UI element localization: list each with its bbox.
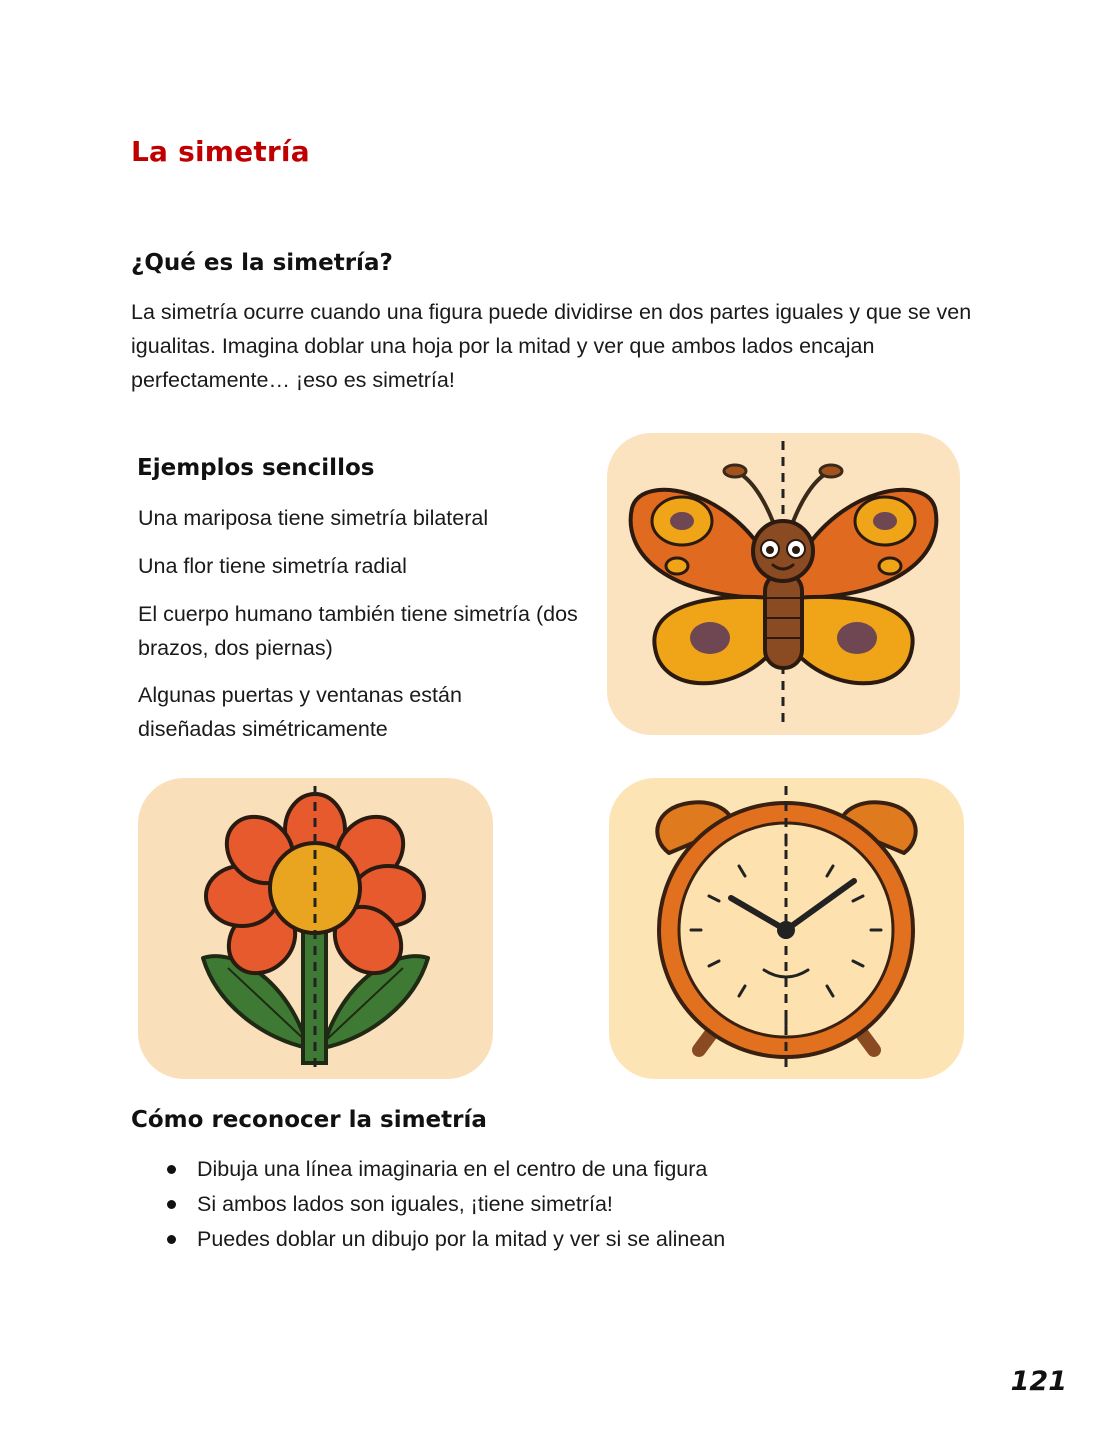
butterfly-icon	[607, 433, 960, 735]
butterfly-card	[607, 433, 960, 735]
flower-card	[138, 778, 493, 1079]
list-item: Si ambos lados son iguales, ¡tiene simetría!	[163, 1187, 725, 1222]
list-item: Dibuja una línea imaginaria en el centro de una figura	[163, 1152, 725, 1187]
flower-icon	[138, 778, 493, 1079]
bullet-icon	[167, 1165, 176, 1174]
page-title: La simetría	[131, 135, 310, 168]
example-item: Una flor tiene simetría radial	[138, 554, 407, 578]
intro-paragraph: La simetría ocurre cuando una figura puede dividirse en dos partes iguales y que se ven igualitas. Imagina doblar una hoja por la mitad y ver que ambos lados encajan perfectamente… ¡eso es simetría!	[131, 300, 972, 392]
example-item: Algunas puertas y ventanas están diseñadas simétricamente	[138, 683, 462, 741]
list-item: Puedes doblar un dibujo por la mitad y ver si se alinean	[163, 1222, 725, 1257]
example-item: Una mariposa tiene simetría bilateral	[138, 506, 489, 530]
clock-card	[609, 778, 964, 1079]
section-heading-recognize: Cómo reconocer la simetría	[131, 1107, 487, 1133]
bullet-icon	[167, 1200, 176, 1209]
section-heading-examples: Ejemplos sencillos	[137, 455, 375, 481]
section-heading-what: ¿Qué es la simetría?	[131, 250, 393, 276]
recognize-list	[163, 1152, 725, 1257]
alarm-clock-icon	[609, 778, 964, 1079]
example-item: El cuerpo humano también tiene simetría (dos brazos, dos piernas)	[138, 602, 578, 660]
page-number: 121	[1010, 1366, 1067, 1397]
bullet-icon	[167, 1235, 176, 1244]
